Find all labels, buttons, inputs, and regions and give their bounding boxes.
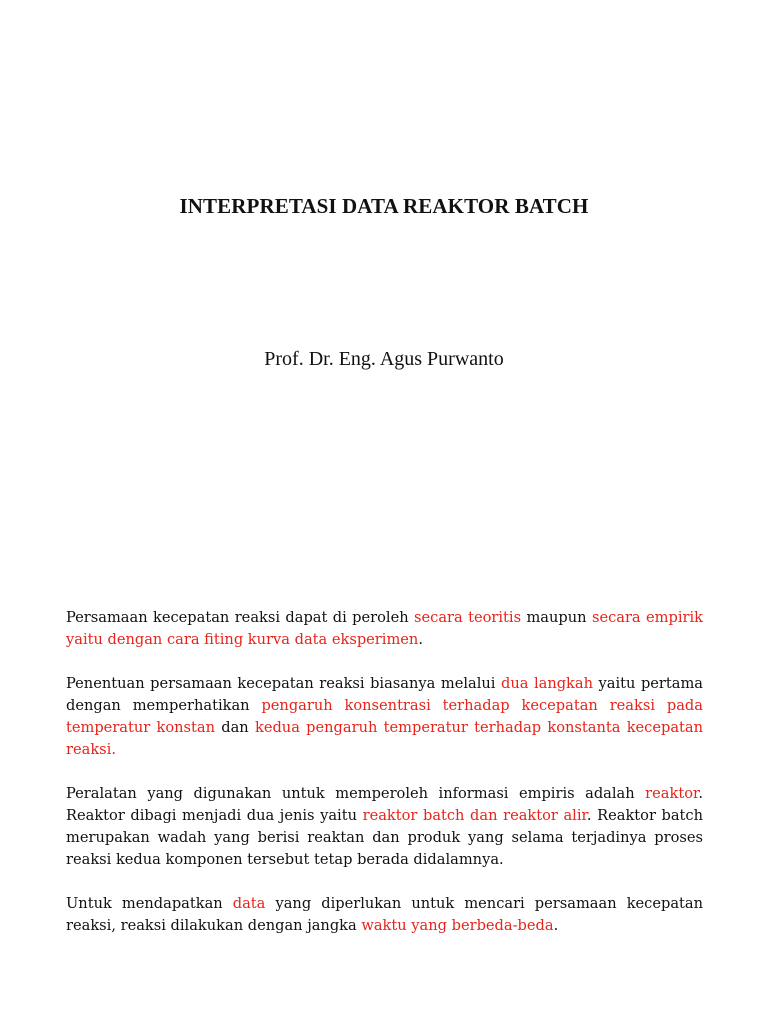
highlighted-text: reaktor: [645, 785, 699, 802]
text-segment: yang diperlukan untuk mencari persamaan kecepatan reaksi, reaksi dilakukan dengan jangka: [66, 895, 703, 934]
highlighted-text: secara empirik yaitu dengan cara fiting kurva data eksperimen: [66, 609, 704, 648]
highlighted-text: reaktor batch dan reaktor alir: [362, 807, 587, 824]
text-segment: yaitu pertama dengan memperhatikan: [66, 675, 704, 714]
paragraph-4: [66, 893, 703, 937]
text-segment: Persamaan kecepatan reaksi dapat di peroleh: [66, 609, 415, 626]
text-segment: Untuk mendapatkan: [66, 895, 233, 912]
text-segment: . Reaktor batch merupakan wadah yang berisi reaktan dan produk yang selama terjadinya proses reaksi kedua komponen tersebut tetap berada didalamnya.: [66, 807, 703, 868]
text-segment: . Reaktor dibagi menjadi dua jenis yaitu: [66, 785, 703, 824]
text-segment: dan: [215, 719, 255, 736]
highlighted-text: waktu yang berbeda-beda: [361, 917, 554, 934]
document-body: [66, 607, 703, 959]
text-segment: maupun: [521, 609, 592, 626]
text-segment: Peralatan yang digunakan untuk memperoleh informasi empiris adalah: [66, 785, 646, 802]
text-segment: .: [553, 917, 559, 934]
highlighted-text: secara teoritis: [414, 609, 522, 626]
paragraph-1: [66, 607, 703, 651]
highlighted-text: dua langkah: [500, 675, 594, 692]
paragraph-3: [66, 783, 703, 871]
text-segment: .: [418, 631, 423, 648]
document-author: Prof. Dr. Eng. Agus Purwanto: [264, 348, 504, 370]
highlighted-text: pengaruh konsentrasi terhadap kecepatan reaksi pada temperatur konstan: [66, 697, 703, 736]
paragraph-2: [66, 673, 703, 761]
highlighted-text: data: [232, 895, 266, 912]
text-segment: Penentuan persamaan kecepatan reaksi biasanya melalui: [66, 675, 501, 692]
highlighted-text: kedua pengaruh temperatur terhadap konstanta kecepatan reaksi.: [66, 719, 703, 758]
document-title: INTERPRETASI DATA REAKTOR BATCH: [179, 194, 589, 218]
